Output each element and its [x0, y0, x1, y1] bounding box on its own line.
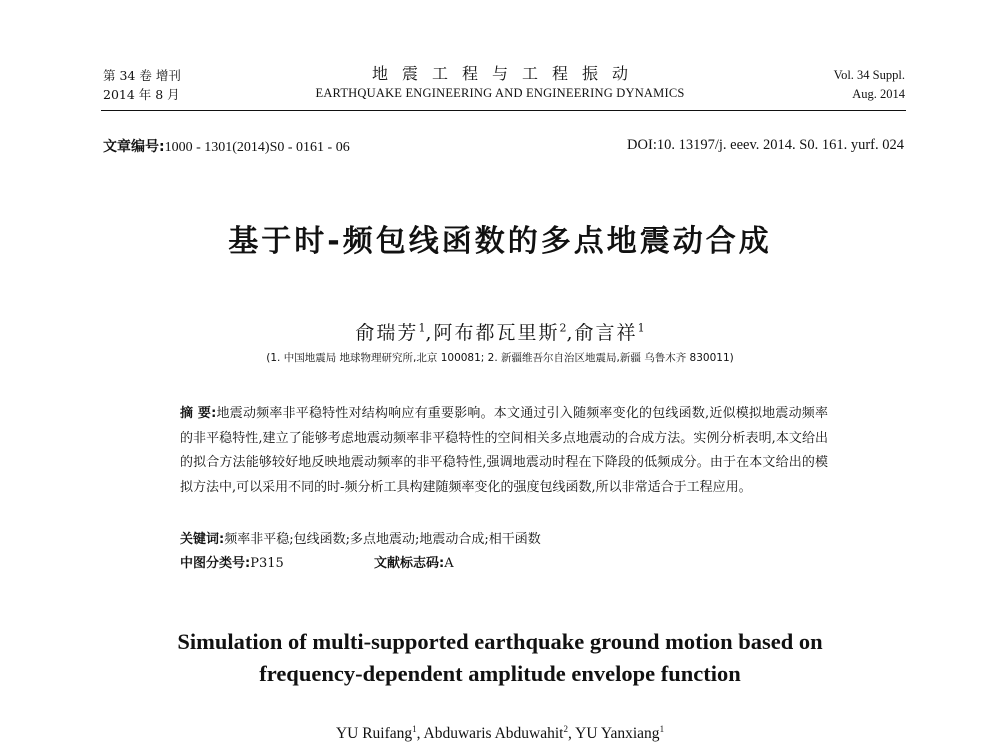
affiliation-mark: 2: [563, 724, 568, 734]
date-cn: 2014 年 8 月: [103, 87, 180, 102]
journal-title-cn: 地震工程与工程振动: [371, 64, 642, 83]
author-separator: ,: [567, 725, 576, 743]
clc-number: [180, 552, 284, 571]
affiliation-mark: 1: [637, 321, 645, 335]
document-code-label: 文献标志码:: [374, 556, 445, 571]
article-number-value: 1000 - 1301(2014)S0 - 0161 - 06: [164, 140, 350, 155]
author-separator: ,: [416, 725, 424, 743]
title-en: [100, 626, 900, 690]
volume-cn: 第 34 卷 增刊: [103, 68, 181, 83]
authors-cn: [100, 318, 900, 345]
author-cn: 俞瑞芳: [355, 322, 419, 344]
abstract: [180, 402, 828, 500]
author-separator: ,: [425, 322, 434, 344]
header-volume-info: [103, 66, 181, 104]
author-en: YU Yanxiang: [575, 725, 660, 743]
affiliation-mark: 1: [418, 321, 426, 335]
author-en: Abduwaris Abduwahit: [423, 725, 564, 743]
volume-en: Vol. 34 Suppl.: [833, 68, 905, 82]
affiliation-cn: (1. 中国地震局 地球物理研究所,北京 100081; 2. 新疆维吾尔自治区地震局,新疆 乌鲁木齐 830011): [266, 352, 734, 364]
clc-value: P315: [250, 556, 284, 571]
title-cn: 基于时-频包线函数的多点地震动合成: [228, 224, 772, 259]
header-volume-info-en: [834, 66, 905, 104]
affiliation-mark: 1: [659, 724, 665, 734]
affiliation-mark: 1: [412, 724, 417, 734]
article-number: [103, 136, 350, 156]
authors-en: [100, 724, 900, 743]
abstract-label: 摘 要:: [180, 406, 217, 421]
author-cn: 俞言祥: [574, 322, 638, 344]
affiliation-mark: 2: [559, 321, 567, 335]
abstract-text: 地震动频率非平稳特性对结构响应有重要影响。本文通过引入随频率变化的包线函数,近似模拟地震动频率的非平稳特性,建立了能够考虑地震动频率非平稳特性的空间相关多点地震动的合成方法。实例分析表明,本文给出的拟合方法能够较好地反映地震动频率的非平稳特性,强调地震动时程在下降段的低频成分。由于在本文给出的模拟方法中,可以采用不同的时-频分析工具构建随频率变化的强度包线函数,所以非常适合于工程应用。: [180, 406, 828, 495]
author-separator: ,: [566, 322, 575, 344]
author-en: YU Ruifang: [335, 725, 413, 743]
date-en: Aug. 2014: [852, 87, 905, 101]
doi: DOI:10. 13197/j. eeev. 2014. S0. 161. yurf. 024: [627, 137, 904, 153]
title-en-line: Simulation of multi-supported earthquake ground motion based on: [177, 629, 823, 654]
journal-title: [250, 64, 750, 103]
title-en-line: frequency-dependent amplitude envelope function: [259, 661, 741, 686]
document-code-value: A: [444, 556, 454, 571]
author-cn: 阿布都瓦里斯: [433, 322, 560, 344]
journal-title-en: EARTHQUAKE ENGINEERING AND ENGINEERING DYNAMICS: [315, 86, 685, 100]
keywords-text: 频率非平稳;包线函数;多点地震动;地震动合成;相干函数: [224, 532, 541, 547]
document-code: [374, 552, 454, 571]
keywords: [180, 528, 541, 547]
header-rule: [101, 110, 906, 111]
clc-label: 中图分类号:: [180, 556, 251, 571]
article-number-label: 文章编号:: [103, 139, 165, 155]
keywords-label: 关键词:: [180, 532, 225, 547]
